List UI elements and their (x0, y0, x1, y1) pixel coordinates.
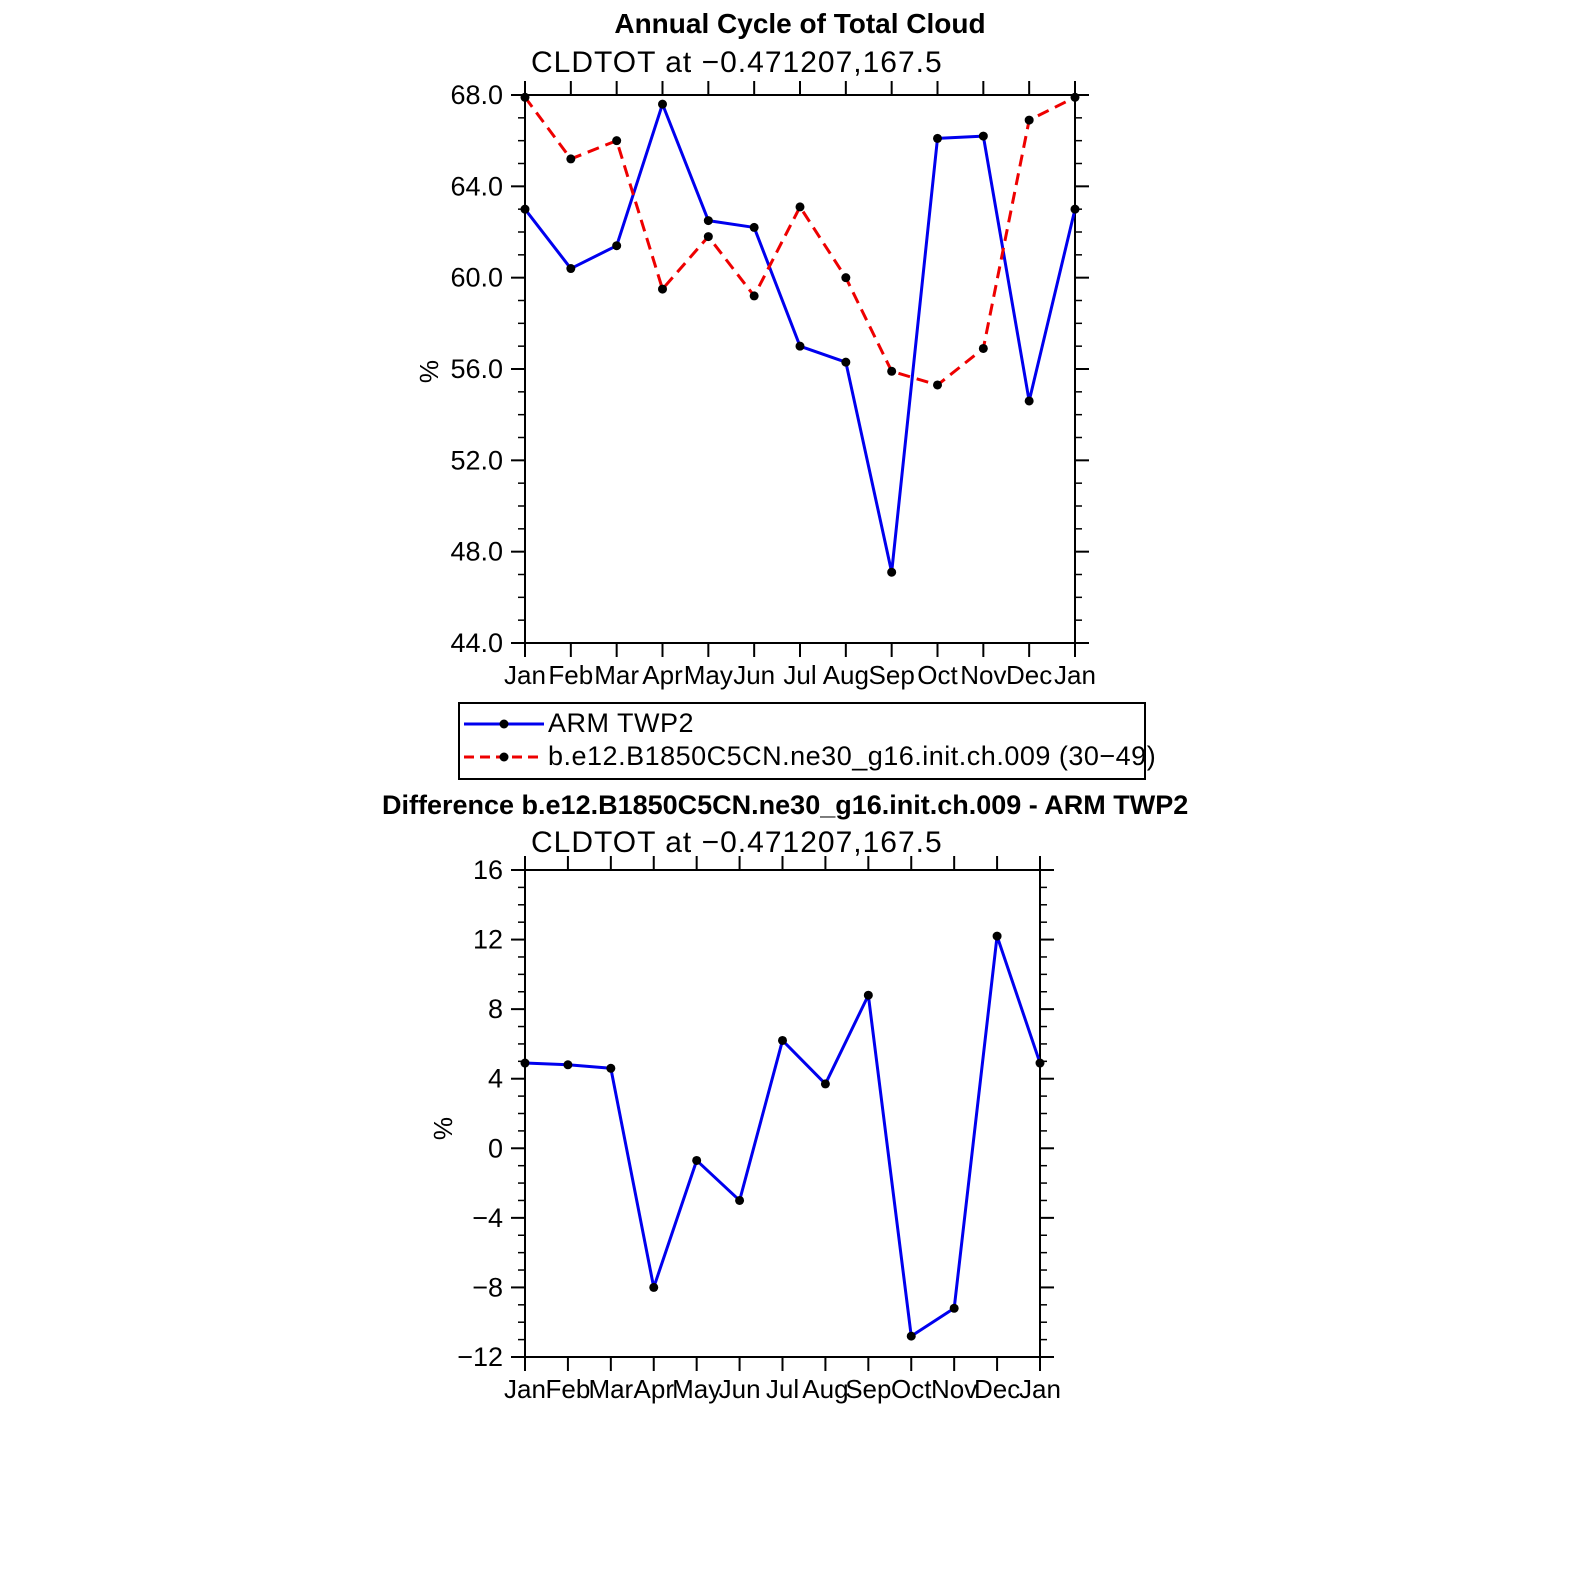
bottom-chart-y-axis-label: % (428, 1116, 459, 1141)
chart-0 (450, 80, 1096, 690)
x-tick-label: Jul (783, 660, 817, 690)
data-point-marker (864, 991, 873, 1000)
x-tick-label: Apr (633, 1374, 674, 1404)
legend-box (458, 702, 1157, 780)
x-tick-label: Jun (733, 660, 776, 690)
data-point-marker (979, 132, 988, 141)
x-tick-label: Sep (845, 1374, 892, 1404)
data-point-marker (658, 285, 667, 294)
y-tick-label: 60.0 (450, 262, 503, 293)
chart-1 (457, 855, 1061, 1404)
data-point-marker (887, 367, 896, 376)
legend-line-sample-dashed-red (464, 746, 548, 768)
x-tick-label: Aug (802, 1374, 849, 1404)
x-tick-label: Oct (891, 1374, 932, 1404)
y-tick-label: −4 (472, 1202, 503, 1233)
data-point-marker (521, 205, 530, 214)
data-point-marker (841, 273, 850, 282)
y-tick-label: 56.0 (450, 354, 503, 384)
y-tick-label: 52.0 (450, 445, 503, 476)
data-point-marker (704, 232, 713, 241)
data-point-marker (1036, 1059, 1045, 1068)
data-point-marker (750, 291, 759, 300)
data-point-marker (566, 264, 575, 273)
x-tick-label: Aug (822, 660, 869, 690)
x-tick-label: Mar (594, 660, 640, 690)
legend-entry-arm-twp2 (464, 707, 1144, 740)
data-point-marker (521, 1059, 530, 1068)
legend-entry-model (464, 740, 1157, 773)
data-point-marker (521, 93, 530, 102)
x-tick-label: Jan (1019, 1374, 1061, 1404)
top-chart-title: Annual Cycle of Total Cloud (614, 8, 986, 39)
data-point-marker (796, 342, 805, 351)
legend-sample-marker (500, 752, 509, 761)
y-tick-label: 68.0 (450, 80, 503, 110)
x-tick-label: Oct (917, 660, 958, 690)
bottom-chart-title: Difference b.e12.B1850C5CN.ne30_g16.init.ch.009 - ARM TWP2 (382, 790, 1189, 820)
x-tick-label: Jan (504, 660, 546, 690)
x-tick-label: Jul (765, 1374, 800, 1404)
data-point-marker (933, 134, 942, 143)
x-tick-label: Nov (960, 660, 1007, 690)
data-point-marker (750, 223, 759, 232)
x-tick-label: Sep (868, 660, 915, 690)
series-line-0 (525, 104, 1075, 572)
legend-sample-marker (500, 719, 509, 728)
bottom-chart-subtitle: CLDTOT at −0.471207,167.5 (531, 826, 943, 859)
y-tick-label: 8 (487, 994, 503, 1025)
data-point-marker (612, 136, 621, 145)
data-point-marker (704, 216, 713, 225)
data-point-marker (979, 344, 988, 353)
data-point-marker (735, 1196, 744, 1205)
legend-label-arm-twp2: ARM TWP2 (548, 708, 695, 738)
data-point-marker (821, 1079, 830, 1088)
data-point-marker (1071, 205, 1080, 214)
x-tick-label: Apr (642, 660, 683, 690)
data-point-marker (950, 1304, 959, 1313)
data-point-marker (649, 1283, 658, 1292)
data-point-marker (563, 1060, 572, 1069)
plot-frame (525, 870, 1040, 1357)
x-tick-label: May (683, 660, 733, 690)
legend-label-model: b.e12.B1850C5CN.ne30_g16.init.ch.009 (30−49) (548, 741, 1157, 771)
x-tick-label: Nov (931, 1374, 978, 1404)
top-chart-subtitle: CLDTOT at −0.471207,167.5 (531, 46, 943, 79)
y-tick-label: −12 (457, 1342, 503, 1372)
y-tick-label: 64.0 (450, 171, 503, 202)
x-tick-label: Dec (973, 1374, 1021, 1404)
x-tick-label: May (672, 1374, 722, 1404)
x-tick-label: Jan (1054, 660, 1096, 690)
top-chart-y-axis-label: % (414, 359, 445, 384)
x-tick-label: Jun (718, 1374, 761, 1404)
data-point-marker (1025, 396, 1034, 405)
y-tick-label: 0 (487, 1133, 503, 1164)
x-tick-label: Feb (548, 660, 594, 690)
data-point-marker (796, 202, 805, 211)
x-tick-label: Mar (588, 1374, 634, 1404)
data-point-marker (887, 568, 896, 577)
data-point-marker (692, 1156, 701, 1165)
y-tick-label: 12 (472, 924, 503, 955)
x-tick-label: Dec (1006, 660, 1053, 690)
y-tick-label: 44.0 (450, 628, 503, 658)
x-tick-label: Feb (545, 1374, 591, 1404)
data-point-marker (1071, 93, 1080, 102)
data-point-marker (566, 154, 575, 163)
x-tick-label: Jan (504, 1374, 546, 1404)
y-tick-label: 48.0 (450, 536, 503, 567)
data-point-marker (1025, 116, 1034, 125)
y-tick-label: 16 (472, 855, 503, 885)
data-point-marker (907, 1332, 916, 1341)
y-tick-label: 4 (487, 1063, 503, 1094)
data-point-marker (993, 932, 1002, 941)
series-line-0 (525, 936, 1040, 1336)
data-point-marker (841, 358, 850, 367)
plot-frame (525, 95, 1075, 643)
legend-line-sample-solid-blue (464, 713, 548, 735)
y-tick-label: −8 (472, 1272, 503, 1303)
data-point-marker (933, 380, 942, 389)
data-point-marker (606, 1064, 615, 1073)
data-point-marker (658, 100, 667, 109)
data-point-marker (778, 1036, 787, 1045)
data-point-marker (612, 241, 621, 250)
